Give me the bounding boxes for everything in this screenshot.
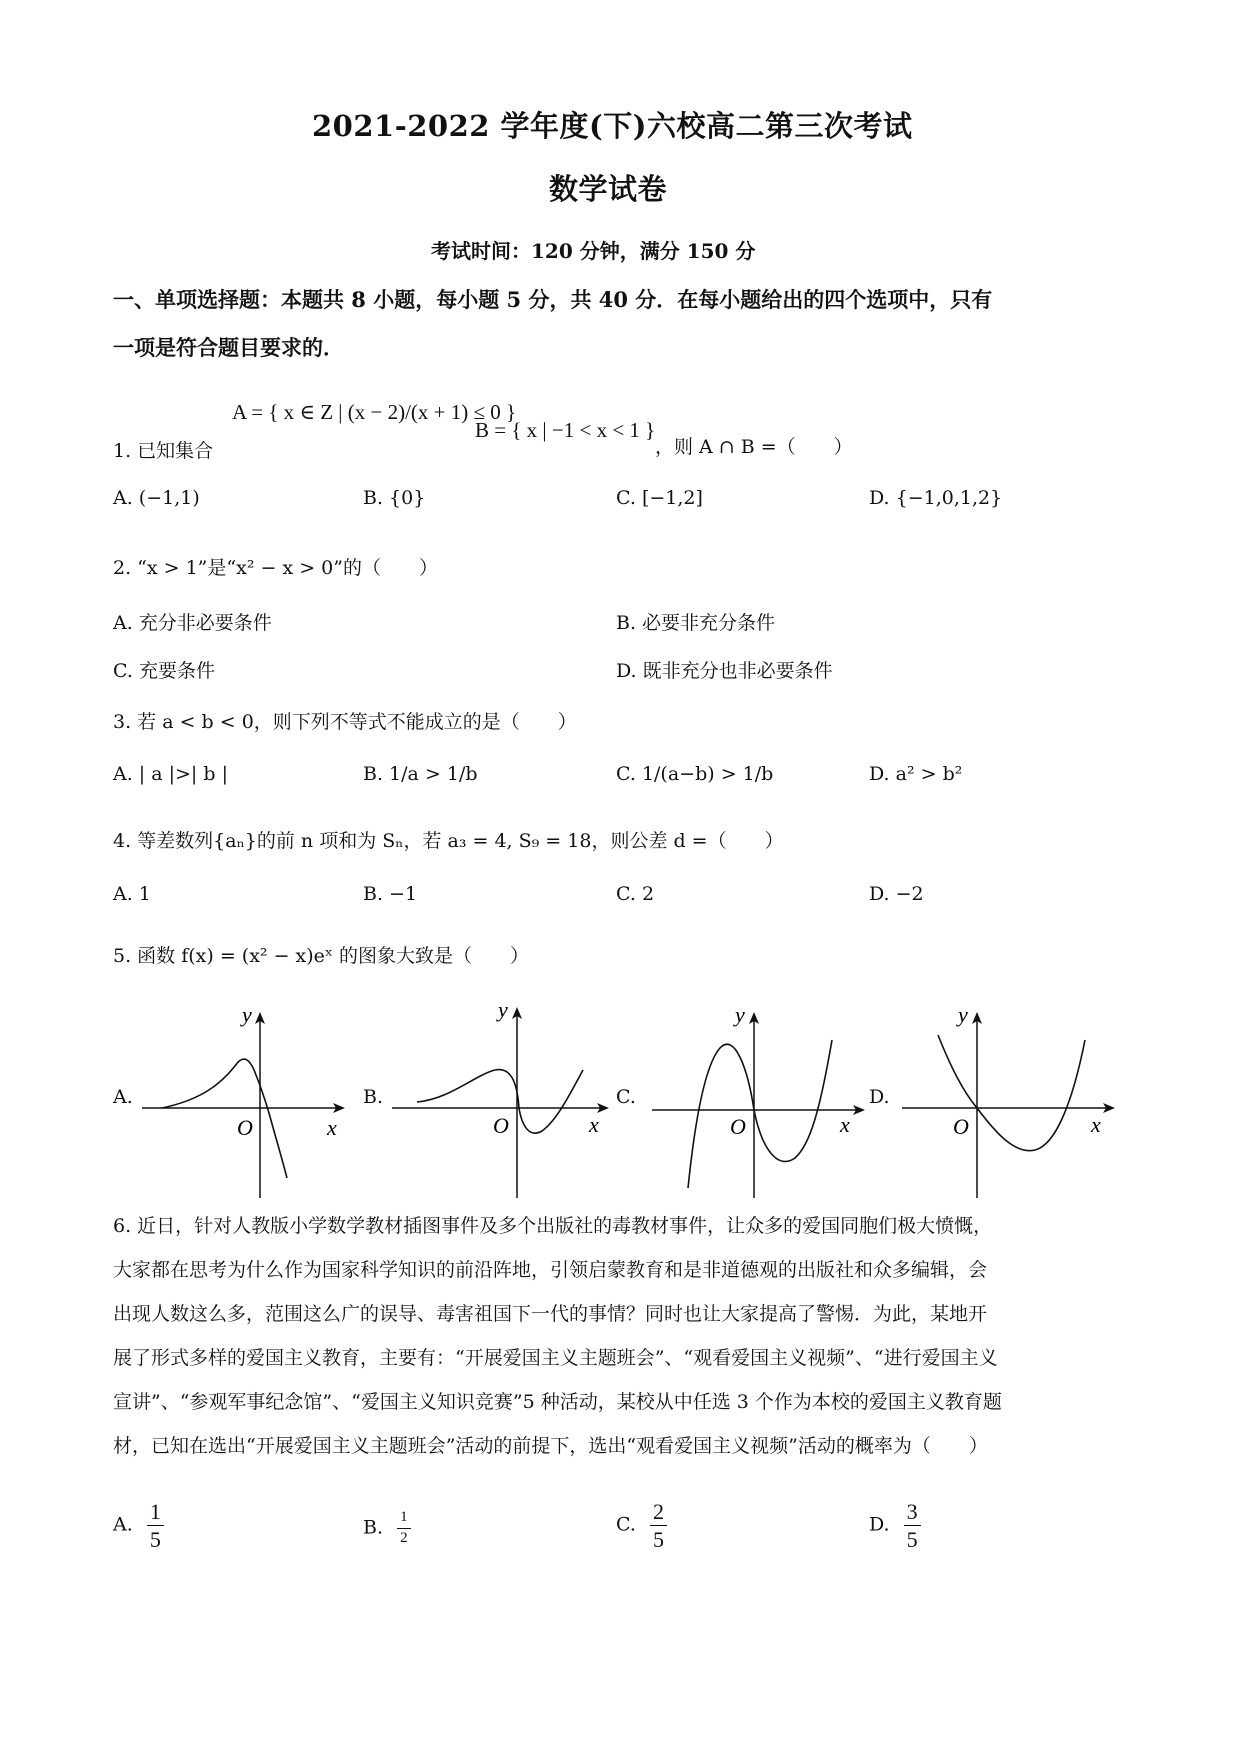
- q3-option-c[interactable]: C. 1/(a−b) > 1/b: [616, 763, 774, 785]
- q6-line-5: 宣讲”、“参观军事纪念馆”、“爱国主义知识竞赛”5 种活动，某校从中任选 3 个作为本校的爱国主义教育题: [113, 1391, 1002, 1413]
- q5-graph-a-label[interactable]: A.: [113, 1086, 133, 1108]
- q3-option-b[interactable]: B. 1/a > 1/b: [363, 763, 478, 785]
- q2-option-b[interactable]: B. 必要非充分条件: [616, 612, 776, 634]
- origin-label: O: [237, 1115, 253, 1140]
- q1-number: 1. 已知集合: [113, 440, 214, 462]
- q1-set-a: A = { x ∈ Z | (x − 2)/(x + 1) ≤ 0 }: [232, 400, 517, 424]
- q6-option-d-fraction: [904, 1500, 921, 1551]
- q6-option-c-fraction: [650, 1500, 667, 1551]
- origin-label: O: [953, 1114, 969, 1139]
- q1-ask: ，则 A ∩ B =（ ）: [655, 436, 853, 458]
- q1-set-b: B = { x | −1 < x < 1 }: [475, 418, 656, 442]
- q6-option-b-fraction: [397, 1510, 411, 1547]
- y-label: y: [735, 1002, 745, 1027]
- q6-option-b[interactable]: [363, 1510, 411, 1547]
- q4-option-b[interactable]: B. −1: [363, 883, 418, 905]
- q5-graph-d[interactable]: [900, 1000, 1125, 1200]
- x-label: x: [1091, 1112, 1101, 1137]
- x-label: x: [840, 1112, 850, 1137]
- q5-stem: 5. 函数 f(x) = (x² − x)eˣ 的图象大致是（ ）: [113, 945, 529, 967]
- q6-option-d[interactable]: [869, 1500, 921, 1551]
- q6-option-a-label: A.: [113, 1513, 133, 1536]
- q6-option-b-label: B.: [363, 1516, 384, 1539]
- q1-option-c[interactable]: C. [−1,2]: [616, 487, 703, 509]
- x-label: x: [589, 1112, 599, 1137]
- denominator: 5: [149, 1527, 161, 1553]
- section-heading-line1: 一、单项选择题：本题共 8 小题，每小题 5 分，共 40 分．在每小题给出的四个选项中，只有: [113, 287, 993, 312]
- x-label: x: [327, 1115, 337, 1140]
- q6-line-4: 展了形式多样的爱国主义教育，主要有：“开展爱国主义主题班会”、“观看爱国主义视频”、“进行爱国主义: [113, 1347, 998, 1369]
- q6-line-2: 大家都在思考为什么作为国家科学知识的前沿阵地，引领启蒙教育和是非道德观的出版社和众多编辑，会: [113, 1259, 988, 1281]
- y-label: y: [958, 1002, 968, 1027]
- q2-option-c[interactable]: C. 充要条件: [113, 660, 215, 682]
- paper-subtitle: 数学试卷: [549, 172, 668, 206]
- curve: [688, 1040, 832, 1188]
- q6-option-d-label: D.: [869, 1513, 890, 1536]
- numerator: 1: [147, 1500, 164, 1526]
- q3-option-a[interactable]: A. | a |>| b |: [113, 763, 228, 785]
- q3-stem: 3. 若 a < b < 0，则下列不等式不能成立的是（ ）: [113, 711, 577, 733]
- q5-graph-c-label[interactable]: C.: [616, 1086, 636, 1108]
- q6-line-3: 出现人数这么多，范围这么广的误导、毒害祖国下一代的事情？同时也让大家提高了警惕．为此，某地开: [113, 1303, 988, 1325]
- denominator: 5: [906, 1527, 918, 1553]
- numerator: 3: [904, 1500, 921, 1526]
- q5-graph-b-label[interactable]: B.: [363, 1086, 384, 1108]
- q2-option-d[interactable]: D. 既非充分也非必要条件: [616, 660, 833, 682]
- q1-option-a[interactable]: A. (−1,1): [113, 487, 200, 509]
- q6-option-c[interactable]: [616, 1500, 667, 1551]
- q3-option-d[interactable]: D. a² > b²: [869, 763, 963, 785]
- q6-option-c-label: C.: [616, 1513, 636, 1536]
- y-label: y: [242, 1002, 252, 1027]
- q5-graph-a[interactable]: [140, 1000, 355, 1200]
- q6-line-1: 6. 近日，针对人教版小学数学教材插图事件及多个出版社的毒教材事件，让众多的爱国同胞们极大愤慨，: [113, 1215, 993, 1237]
- q1-option-b[interactable]: B. {0}: [363, 487, 426, 509]
- denominator: 2: [400, 1529, 408, 1546]
- q4-option-d[interactable]: D. −2: [869, 883, 924, 905]
- q4-option-a[interactable]: A. 1: [113, 883, 151, 905]
- numerator: 2: [650, 1500, 667, 1526]
- origin-label: O: [730, 1114, 746, 1139]
- numerator: 1: [397, 1510, 411, 1529]
- q2-stem: 2. “x > 1”是“x² − x > 0”的（ ）: [113, 557, 438, 579]
- denominator: 5: [652, 1527, 664, 1553]
- q6-option-a[interactable]: [113, 1500, 164, 1551]
- q2-option-a[interactable]: A. 充分非必要条件: [113, 612, 272, 634]
- q4-option-c[interactable]: C. 2: [616, 883, 655, 905]
- y-label: y: [498, 997, 508, 1022]
- q5-graph-b[interactable]: [390, 995, 615, 1200]
- section-heading-line2: 一项是符合题目要求的．: [113, 335, 344, 360]
- q1-option-d[interactable]: D. {−1,0,1,2}: [869, 487, 1003, 509]
- exam-title: 2021-2022 学年度(下)六校高二第三次考试: [312, 109, 913, 143]
- q6-line-6: 材，已知在选出“开展爱国主义主题班会”活动的前提下，选出“观看爱国主义视频”活动的概率为（ ）: [113, 1435, 988, 1457]
- exam-info: 考试时间：120 分钟，满分 150 分: [431, 239, 756, 263]
- q4-stem: 4. 等差数列{aₙ}的前 n 项和为 Sₙ，若 a₃ = 4, S₉ = 18，则公差 d =（ ）: [113, 830, 784, 852]
- q5-graph-c[interactable]: [650, 1000, 875, 1200]
- curve: [162, 1059, 287, 1178]
- origin-label: O: [493, 1113, 509, 1138]
- q6-option-a-fraction: [147, 1500, 164, 1551]
- q5-graph-d-label[interactable]: D.: [869, 1086, 890, 1108]
